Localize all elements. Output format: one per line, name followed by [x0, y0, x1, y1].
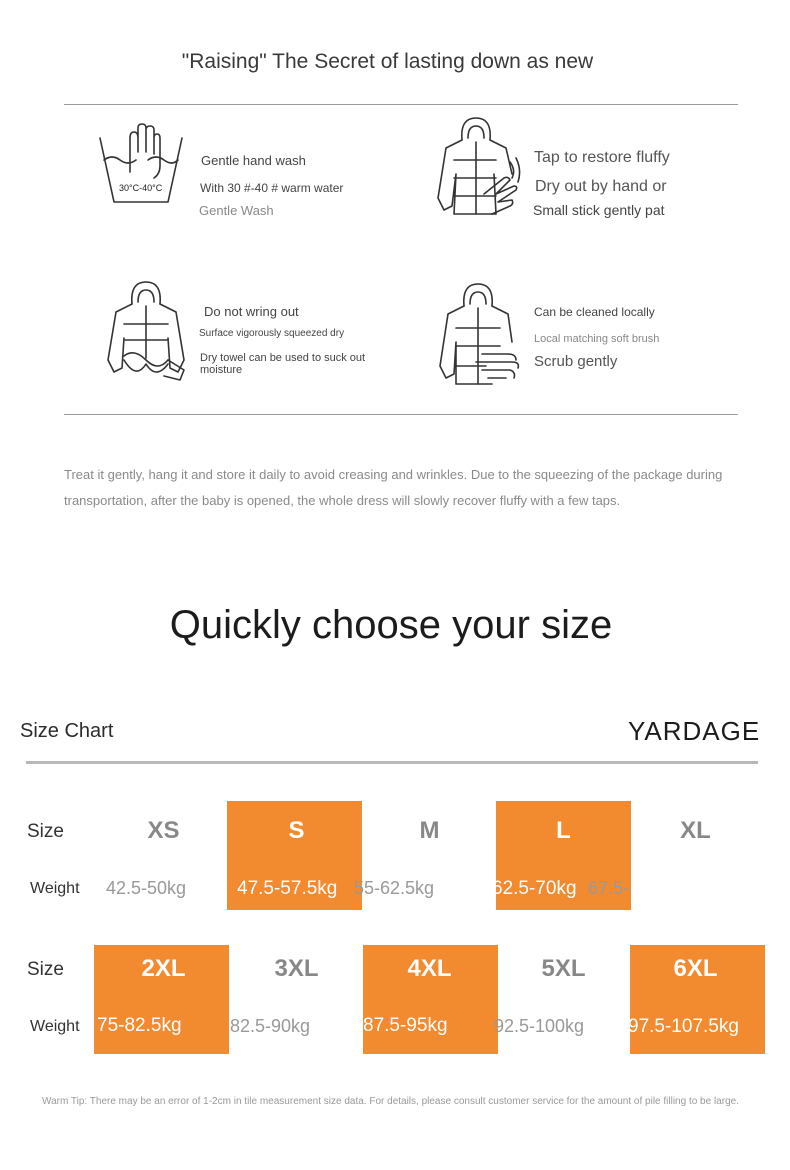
wring-line2: Surface vigorously squeezed dry: [199, 328, 345, 339]
size-m: M: [419, 817, 440, 844]
jacket-brush-icon: [436, 282, 522, 388]
row1-size-label: Size: [27, 821, 64, 842]
weight-m: 55-62.5kg: [354, 878, 435, 898]
wash-line3: Gentle Wash: [199, 203, 274, 218]
size-3xl: 3XL: [274, 955, 319, 982]
divider-top: [64, 104, 738, 105]
row1-weight-label: Weight: [30, 880, 80, 897]
size-2xl: 2XL: [141, 955, 186, 982]
weight-4xl: 87.5-95kg: [363, 1015, 448, 1036]
size-s: S: [288, 817, 305, 844]
size-5xl: 5XL: [541, 955, 586, 982]
fluffy-line2: Dry out by hand or: [535, 178, 667, 195]
row2-size-label: Size: [27, 959, 64, 980]
warm-tip: Warm Tip: There may be an error of 1-2cm in tile measurement size data. For details, please consult customer service for the amount of pile filling to be large.: [42, 1096, 739, 1107]
weight-2xl: 75-82.5kg: [97, 1015, 182, 1036]
weight-3xl: 82.5-90kg: [230, 1016, 311, 1036]
fluffy-line1: Tap to restore fluffy: [534, 149, 670, 166]
divider-bottom: [64, 414, 738, 415]
wash-line1: Gentle hand wash: [201, 153, 306, 168]
local-line1: Can be cleaned locally: [534, 305, 655, 319]
size-6xl: 6XL: [673, 955, 718, 982]
wring-line1: Do not wring out: [204, 304, 299, 319]
weight-5xl: 92.5-100kg: [494, 1016, 585, 1036]
care-title: "Raising" The Secret of lasting down as new: [181, 50, 594, 73]
yardage-label: YARDAGE: [628, 716, 761, 746]
size-l: L: [556, 817, 571, 844]
size-chart-label: Size Chart: [20, 720, 114, 742]
weight-s: 47.5-57.5kg: [237, 878, 338, 899]
wash-line2: With 30 #-40 # warm water: [200, 181, 344, 195]
chart-divider: [26, 761, 758, 764]
jacket-pat-icon: [432, 114, 522, 226]
weight-xl: 67.5-: [588, 878, 630, 898]
local-line3: Scrub gently: [534, 353, 618, 370]
wring-line3: Dry towel can be used to suck out moisture: [200, 352, 366, 376]
size-xl: XL: [680, 817, 711, 844]
local-line2: Local matching soft brush: [534, 333, 660, 345]
weight-6xl: 97.5-107.5kg: [628, 1016, 739, 1037]
care-paragraph: Treat it gently, hang it and store it daily to avoid creasing and wrinkles. Due to the squeezing of the package during transportation, after the baby is opened, the whole dress will slowly recover fluffy with a few taps.: [64, 467, 723, 508]
weight-l: 62.5-70kg: [492, 878, 577, 899]
row2-weight-label: Weight: [30, 1018, 80, 1035]
size-title: Quickly choose your size: [169, 603, 613, 647]
wash-temp: 30°C-40°C: [119, 183, 163, 193]
size-xs: XS: [147, 817, 180, 844]
jacket-no-wring-icon: [104, 280, 190, 388]
fluffy-line3: Small stick gently pat: [533, 202, 665, 218]
hand-wash-icon: [96, 122, 186, 206]
weight-xs: 42.5-50kg: [106, 878, 187, 898]
size-4xl: 4XL: [407, 955, 452, 982]
